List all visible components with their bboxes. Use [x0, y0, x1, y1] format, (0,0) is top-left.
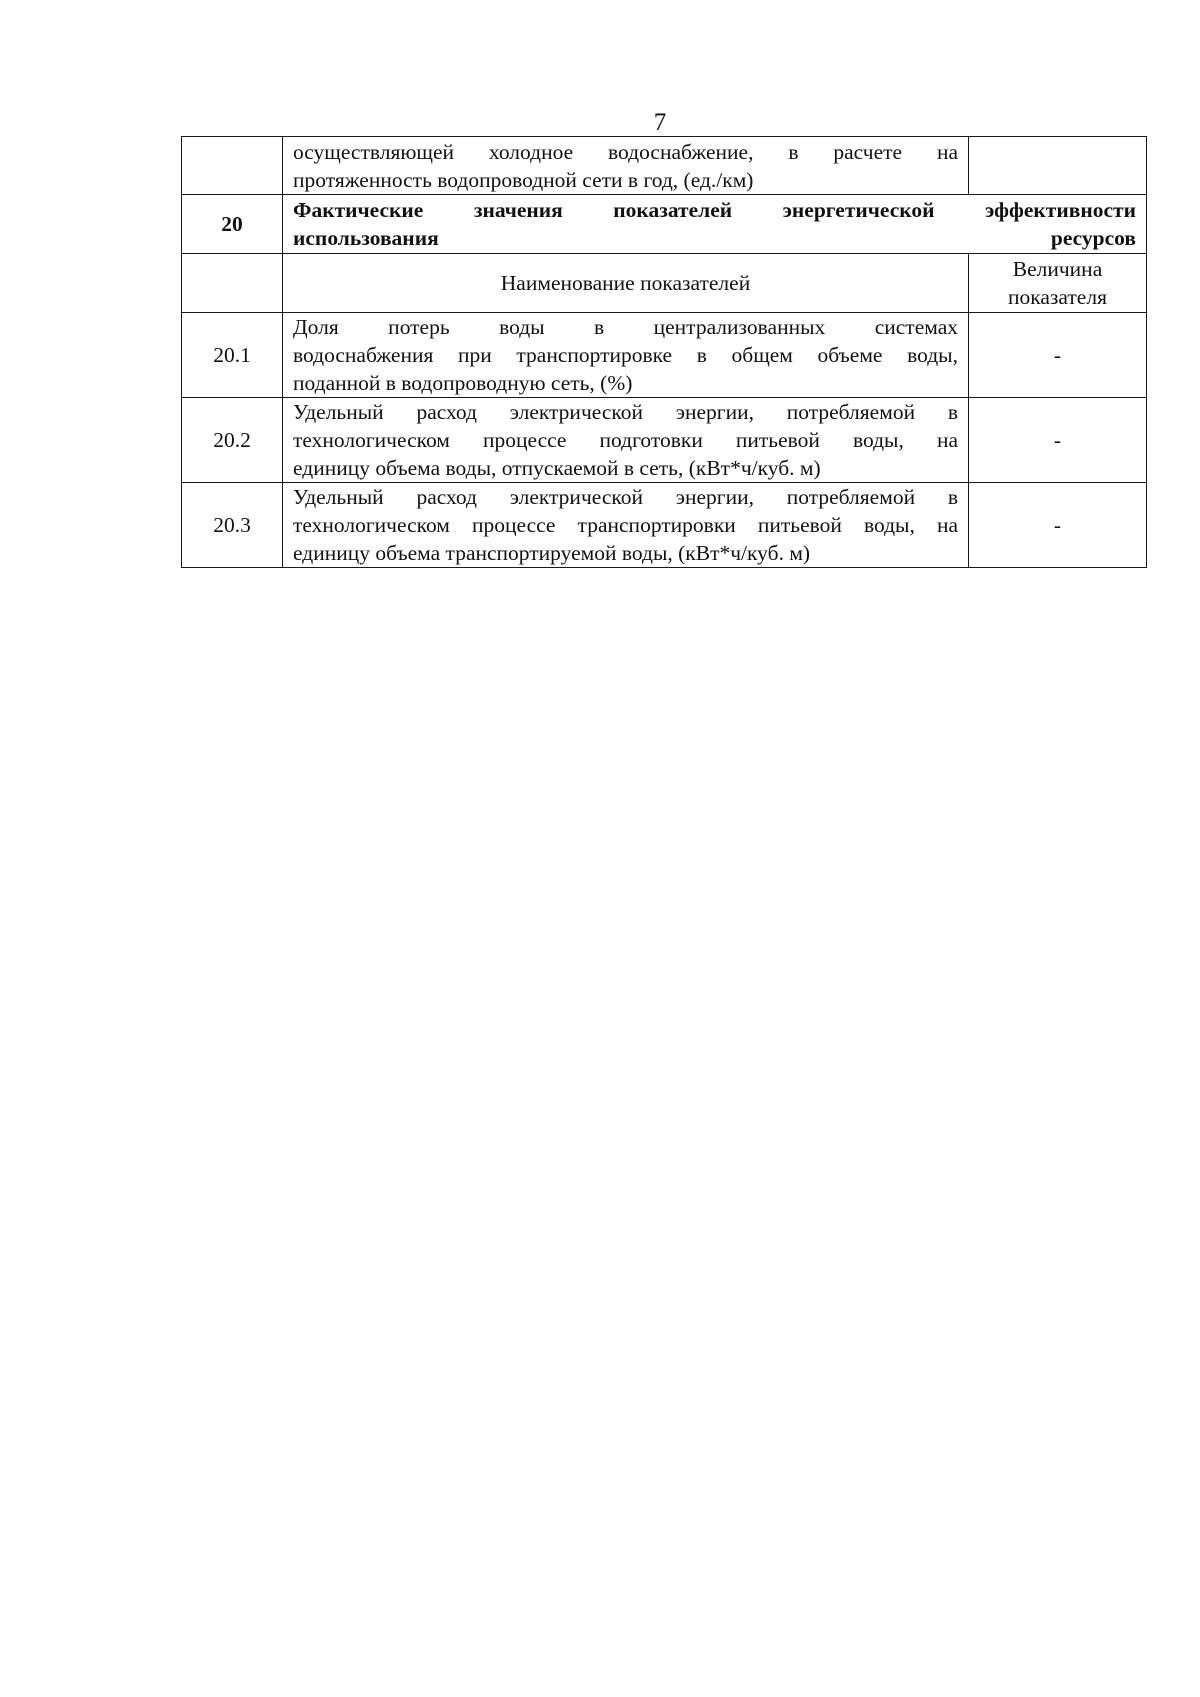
table-row-continuation [182, 137, 1147, 195]
indicator-text-cell [283, 137, 969, 195]
indicator-text-line: единицу объема транспортируемой воды, (кВт*ч/куб. м) [293, 541, 811, 565]
row-number-cell [182, 137, 283, 195]
indicator-text-line: осуществляющей холодное водоснабжение, в расчете на [293, 139, 958, 164]
indicator-value-cell: - [969, 398, 1147, 483]
indicator-value-cell: - [969, 313, 1147, 398]
indicator-text-cell [283, 313, 969, 398]
table-row [182, 483, 1147, 568]
indicator-text-line: единицу объема воды, отпускаемой в сеть, (кВт*ч/куб. м) [293, 456, 821, 480]
header-value-line: показателя [1008, 285, 1107, 309]
indicator-text-cell [283, 398, 969, 483]
row-number-cell: 20.1 [182, 313, 283, 398]
header-number-cell [182, 254, 283, 313]
section-title-cell [283, 195, 1147, 254]
indicator-text-line: Удельный расход электрической энергии, потребляемой в [293, 485, 958, 509]
indicator-text-line: Удельный расход электрической энергии, потребляемой в [293, 400, 958, 424]
table-row-section [182, 195, 1147, 254]
table-row [182, 313, 1147, 398]
header-value-line: Величина [1012, 257, 1103, 281]
table-row [182, 398, 1147, 483]
section-title-line: Фактические значения показателей энергетической эффективности [293, 198, 1136, 222]
indicator-text-line: технологическом процессе подготовки питьевой воды, на [293, 428, 958, 452]
row-number-cell: 20.3 [182, 483, 283, 568]
section-title-line: использования ресурсов [293, 226, 1136, 250]
indicator-text-line: поданной в водопроводную сеть, (%) [293, 371, 633, 395]
header-name-cell: Наименование показателей [283, 254, 969, 313]
table-header-row [182, 254, 1147, 313]
indicators-table [181, 136, 1147, 568]
page-number: 7 [653, 109, 667, 136]
indicator-text-line: протяженность водопроводной сети в год, (ед./км) [293, 167, 754, 192]
header-value-cell [969, 254, 1147, 313]
indicator-text-line: водоснабжения при транспортировке в общем объеме воды, [293, 343, 958, 367]
indicator-text-line: Доля потерь воды в централизованных системах [293, 315, 958, 339]
section-number-cell: 20 [182, 195, 283, 254]
indicator-text-cell [283, 483, 969, 568]
indicator-value-cell: - [969, 483, 1147, 568]
indicator-text-line: технологическом процессе транспортировки питьевой воды, на [293, 513, 958, 537]
indicator-value-cell [969, 137, 1147, 195]
row-number-cell: 20.2 [182, 398, 283, 483]
